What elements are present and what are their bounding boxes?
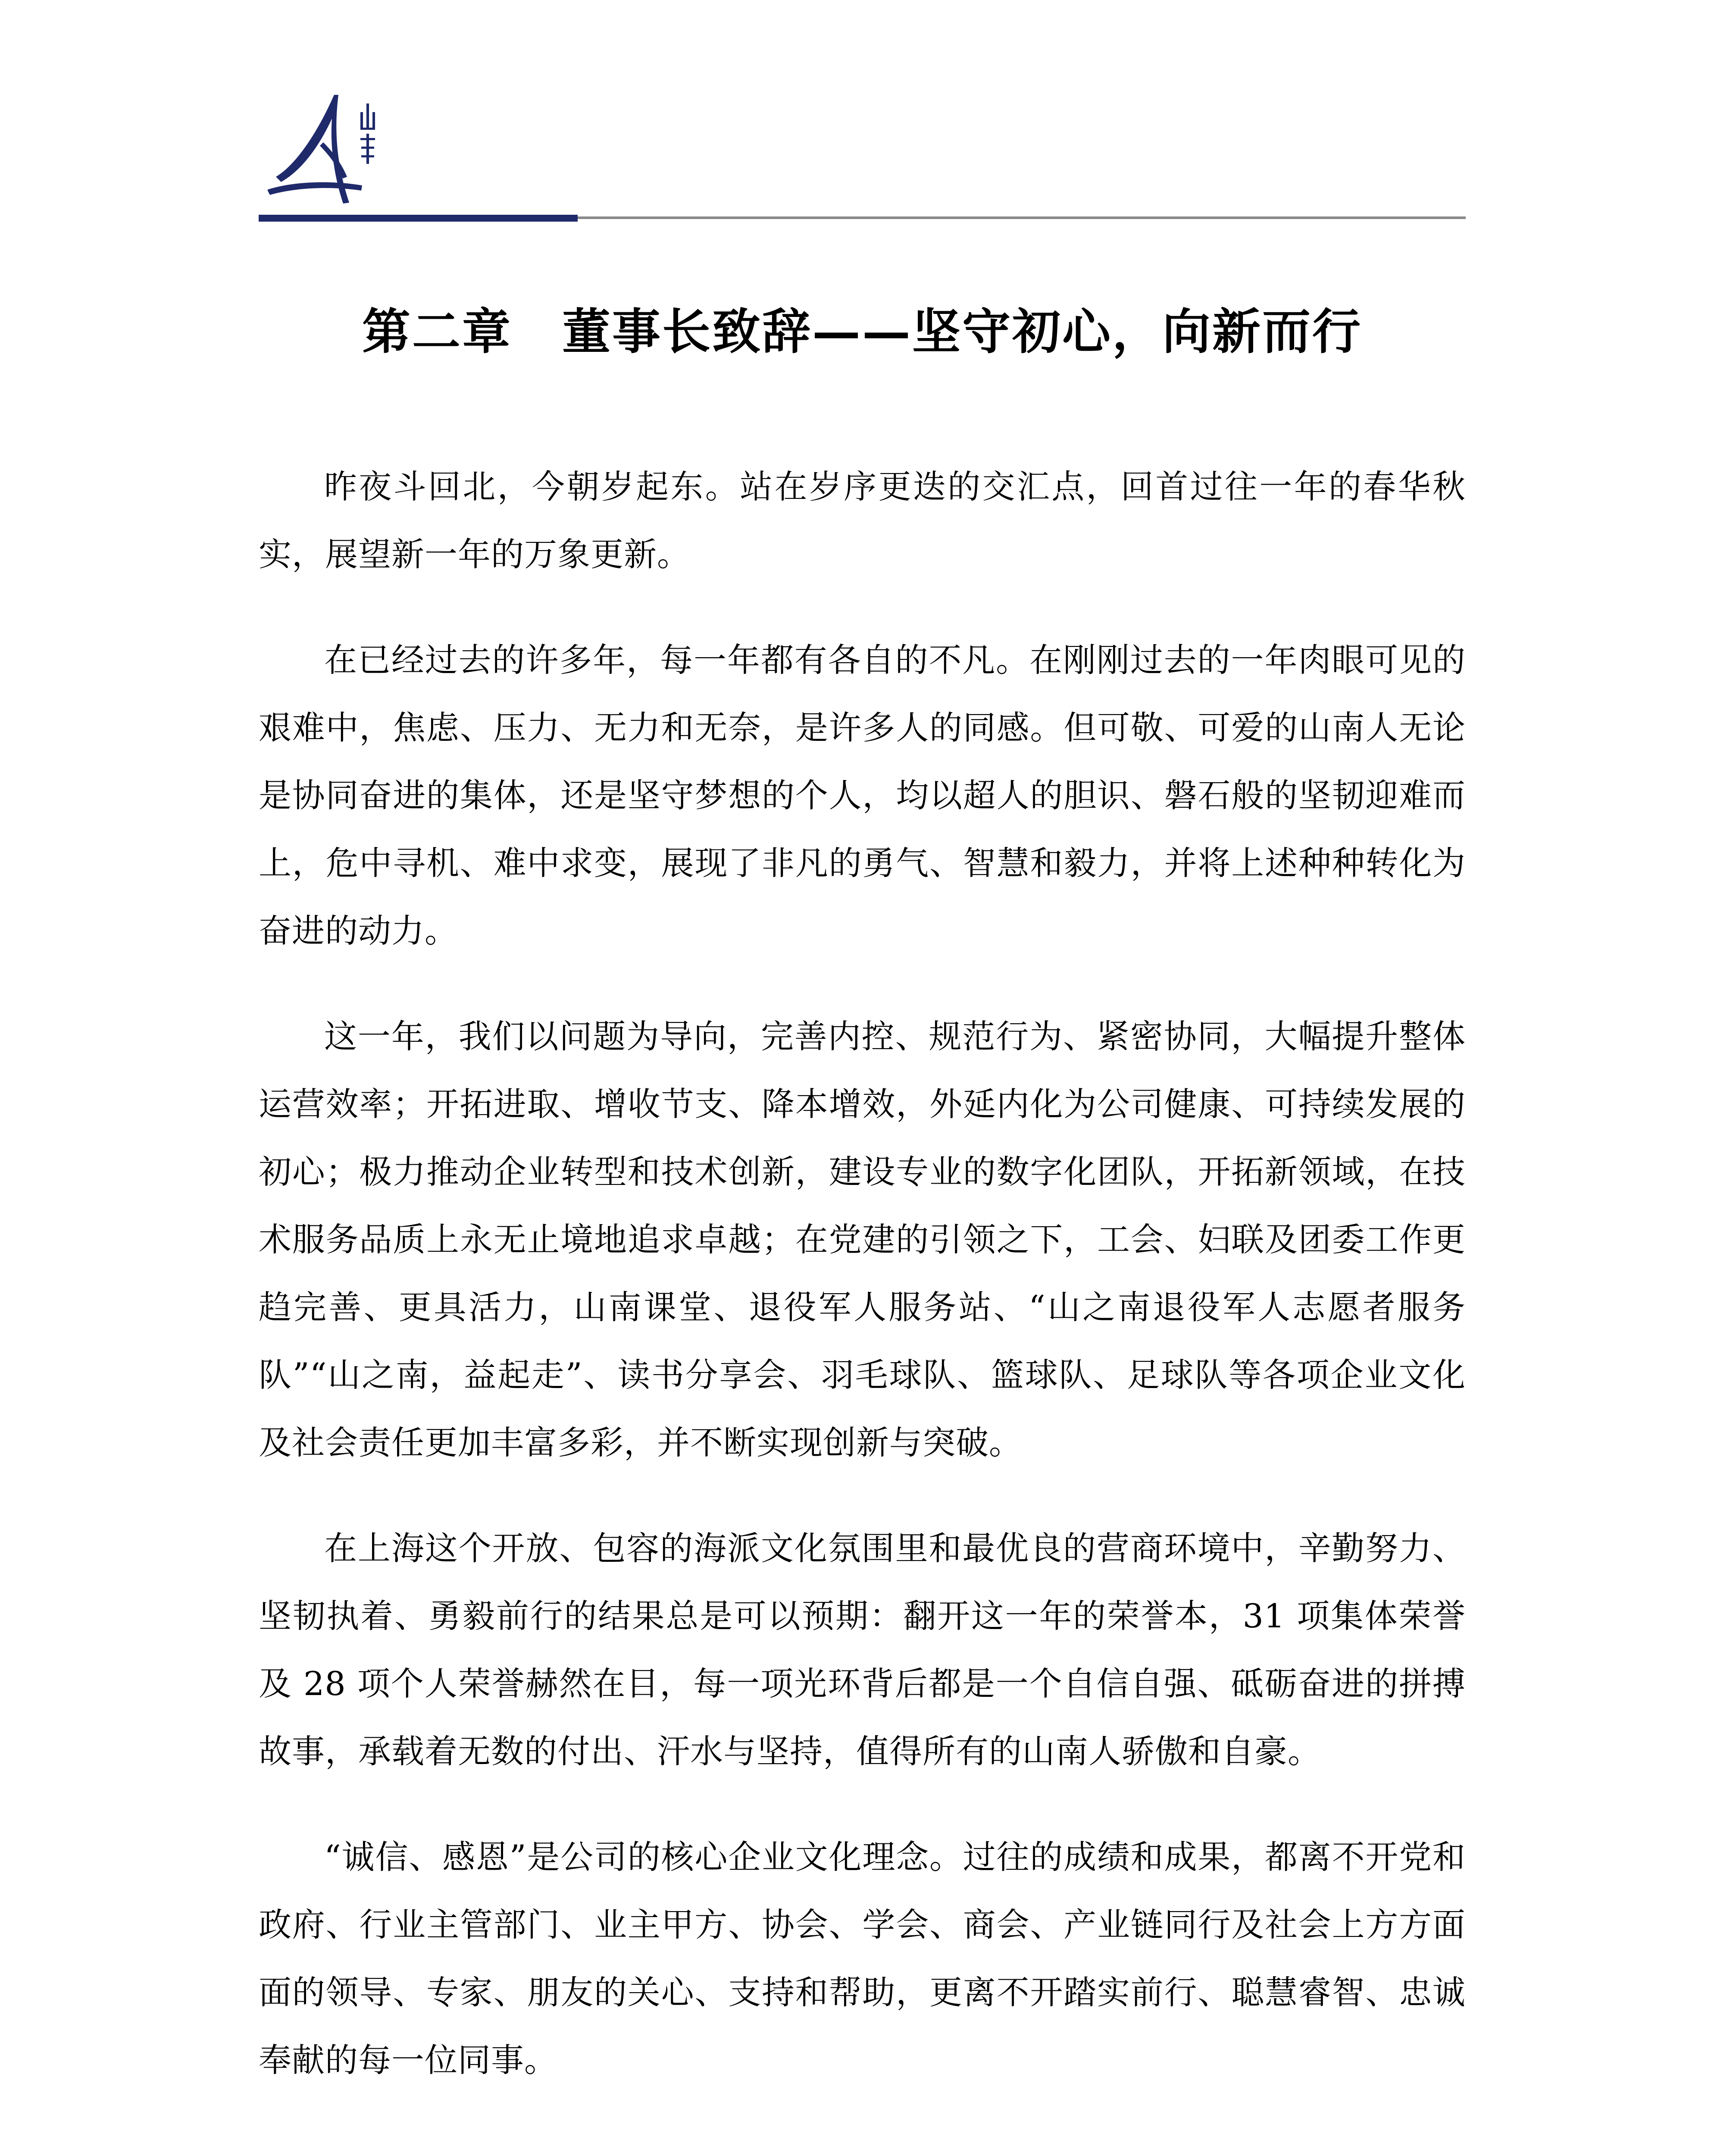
header-divider-accent bbox=[259, 215, 578, 222]
chapter-title: 第二章 董事长致辞——坚守初心，向新而行 bbox=[362, 304, 1362, 360]
shannan-mountain-logo-icon bbox=[259, 78, 388, 220]
letter-body bbox=[259, 453, 1466, 2132]
paragraph: 这一年，我们以问题为导向，完善内控、规范行为、紧密协同，大幅提升整体运营效率；开拓进取、增收节支、降本增效，外延内化为公司健康、可持续发展的初心；极力推动企业转型和技术创新，建设专业的数字化团队，开拓新领域，在技术服务品质上永无止境地追求卓越；在党建的引领之下，工会、妇联及团委工作更趋完善、更具活力，山南课堂、退役军人服务站、“山之南退役军人志愿者服务队”“山之南，益起走”、读书分享会、羽毛球队、篮球队、足球队等各项企业文化及社会责任更加丰富多彩，并不断实现创新与突破。 bbox=[259, 1017, 1466, 1462]
paragraph: 在已经过去的许多年，每一年都有各自的不凡。在刚刚过去的一年肉眼可见的艰难中，焦虑、压力、无力和无奈，是许多人的同感。但可敬、可爱的山南人无论是协同奋进的集体，还是坚守梦想的个人，均以超人的胆识、磐石般的坚韧迎难而上，危中寻机、难中求变，展现了非凡的勇气、智慧和毅力，并将上述种种转化为奋进的动力。 bbox=[259, 641, 1466, 950]
paragraph: “诚信、感恩”是公司的核心企业文化理念。过往的成绩和成果，都离不开党和政府、行业主管部门、业主甲方、协会、学会、商会、产业链同行及社会上方方面面的领导、专家、朋友的关心、支持和帮助，更离不开踏实前行、聪慧睿智、忠诚奉献的每一位同事。 bbox=[259, 1838, 1466, 2079]
paragraph: 在上海这个开放、包容的海派文化氛围里和最优良的营商环境中，辛勤努力、坚韧执着、勇毅前行的结果总是可以预期：翻开这一年的荣誉本，31 项集体荣誉及 28 项个人荣誉赫然在目，每一项光环背后都是一个自信自强、砥砺奋进的拼搏故事，承载着无数的付出、汗水与坚持，值得所有的山南人骄傲和自豪。 bbox=[259, 1529, 1466, 1771]
paragraph: 昨夜斗回北，今朝岁起东。站在岁序更迭的交汇点，回首过往一年的春华秋实，展望新一年的万象更新。 bbox=[259, 467, 1466, 573]
page-header bbox=[259, 65, 1466, 229]
